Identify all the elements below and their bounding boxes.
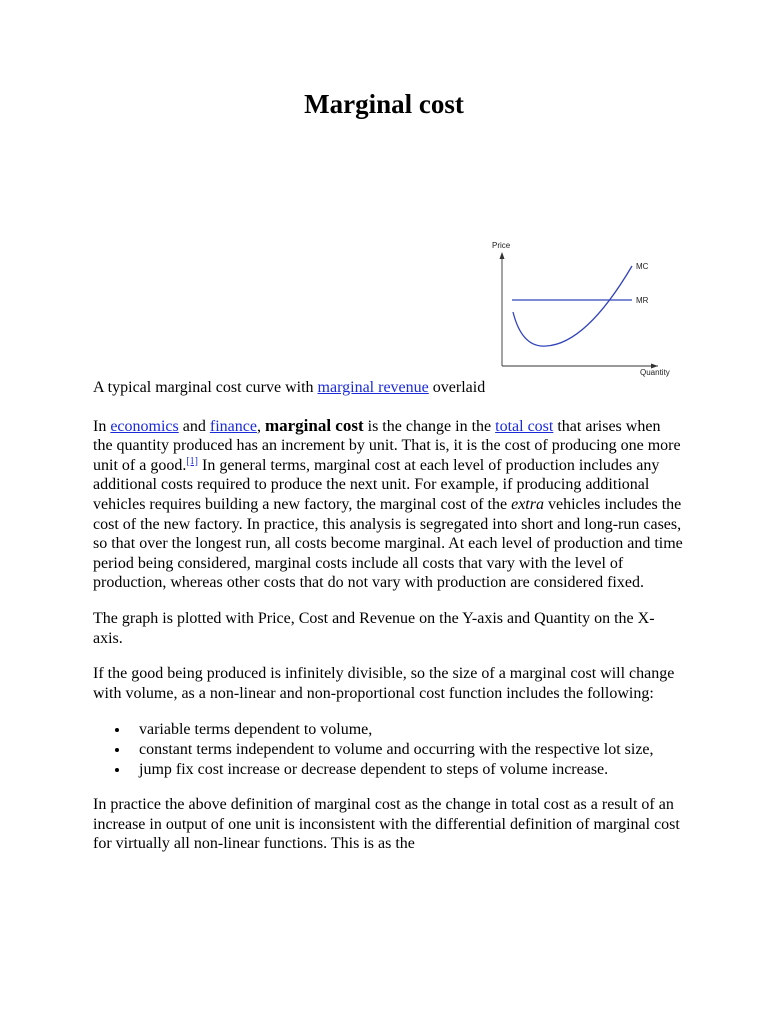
y-axis-arrow-icon bbox=[500, 252, 505, 259]
mc-curve-line bbox=[513, 266, 632, 346]
text-run: vehicles includes the cost of the new factory. In practice, this analysis is segregated into short and long-run cases, so that over the longest run, all costs become marginal. At each level of production and time period being considered, marginal costs include all costs that vary with the level of production, whereas other costs that do not vary with production are considered fixed. bbox=[93, 495, 683, 592]
paragraph-practice: In practice the above definition of marginal cost as the change in total cost as a result of an increase in output of one unit is inconsistent with the differential definition of marginal cost for virtually all non-linear functions. This is as the bbox=[93, 796, 680, 853]
text-run: is the change in the bbox=[363, 417, 496, 435]
finance-link[interactable]: finance bbox=[209, 417, 257, 435]
marginal-cost-term: marginal cost bbox=[264, 415, 364, 435]
paragraph-divisible: If the good being produced is infinitely divisible, so the size of a marginal cost will change with volume, as a non-linear and non-proportional cost function includes the following: bbox=[93, 665, 675, 702]
y-axis-label: Price bbox=[492, 241, 511, 250]
total-cost-link[interactable]: total cost bbox=[495, 417, 554, 435]
extra-italic-word: extra bbox=[511, 495, 544, 513]
list-item: variable terms dependent to volume, bbox=[139, 720, 683, 740]
caption-text: A typical marginal cost curve with bbox=[93, 379, 318, 396]
mc-curve-label: MC bbox=[636, 262, 649, 271]
footnote-1-link[interactable]: [1] bbox=[186, 455, 198, 467]
text-run: In general terms, marginal cost at each level of production includes any additional costs required to produce the next unit. For example, if producing additional vehicles requires building a new factory, the marginal cost of the bbox=[93, 456, 660, 513]
text-run: that arises when the quantity produced has an increment by unit. That is, it is the cost of producing one more unit of a good. bbox=[93, 417, 681, 474]
text-run: , bbox=[256, 417, 265, 435]
cost-terms-list bbox=[93, 720, 683, 779]
caption-text-end: overlaid bbox=[428, 379, 486, 396]
marginal-cost-graph bbox=[486, 238, 680, 378]
list-item: jump fix cost increase or decrease dependent to steps of volume increase. bbox=[139, 760, 683, 780]
economics-link[interactable]: economics bbox=[110, 417, 179, 435]
paragraph-graph-axes: The graph is plotted with Price, Cost and Revenue on the Y-axis and Quantity on the X-axis. bbox=[93, 609, 655, 647]
marginal-revenue-link[interactable]: marginal revenue bbox=[317, 379, 429, 396]
mr-curve-label: MR bbox=[636, 296, 649, 305]
article-body bbox=[93, 378, 683, 870]
text-run: and bbox=[178, 417, 210, 435]
figure-caption bbox=[93, 378, 683, 398]
list-item: constant terms independent to volume and occurring with the respective lot size, bbox=[139, 740, 683, 760]
text-run: In bbox=[93, 417, 111, 435]
marginal-cost-figure bbox=[486, 238, 680, 378]
x-axis-label: Quantity bbox=[640, 368, 670, 377]
page-title: Marginal cost bbox=[304, 89, 464, 119]
paragraph-definition bbox=[93, 416, 683, 593]
